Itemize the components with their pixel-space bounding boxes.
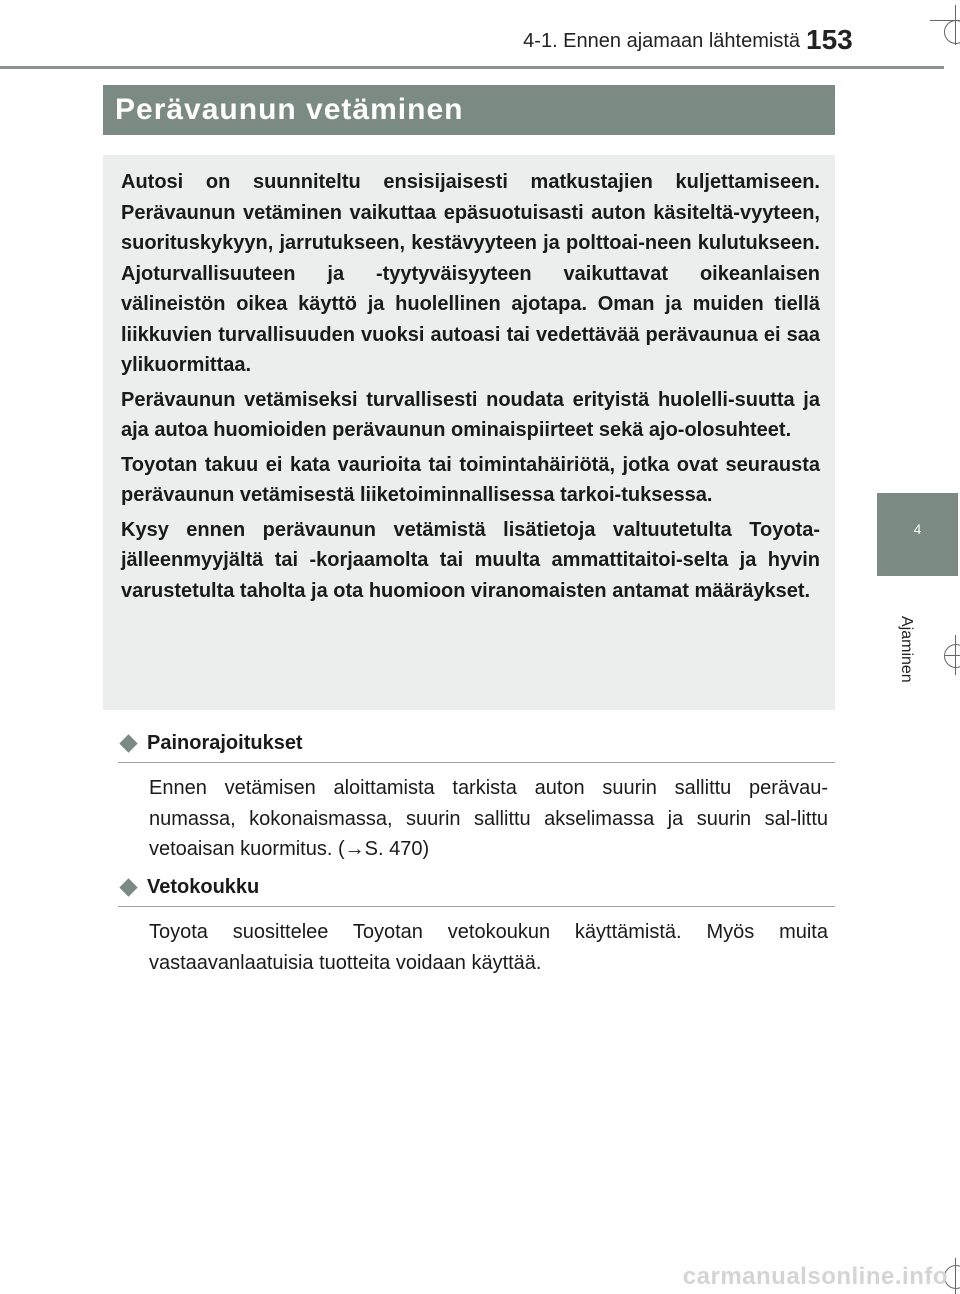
intro-box <box>103 155 835 710</box>
chapter-number: 4 <box>913 521 922 537</box>
subsection-body: Ennen vetämisen aloittamista tarkista auton suurin sallittu perävau-numassa, kokonaismassa, suurin sallittu akselimassa ja suurin sal-littu vetoaisan kuormitus. (→S. 470) <box>149 777 828 860</box>
subsection-heading: Painorajoitukset <box>147 731 303 754</box>
subsection-heading-row <box>118 872 835 907</box>
header-divider <box>0 66 944 69</box>
crop-circle-top-right <box>944 20 960 44</box>
running-header-section: 4-1. Ennen ajamaan lähtemistä <box>523 30 800 52</box>
intro-paragraph: Autosi on suunniteltu ensisijaisesti matkustajien kuljettamiseen. Perävaunun vetäminen vaikuttaa epäsuotuisasti auton käsiteltä-vyyteen, suorituskykyyn, jarrutukseen, kestävyyteen ja polttoai-neen kulutukseen. Ajoturvallisuuteen ja -tyytyväisyyteen vaikuttavat oikeanlaisen välineistön oikea käyttö ja huolellinen ajotapa. Oman ja muiden tiellä liikkuvien turvallisuuden vuoksi autoasi tai vedettävää perävaunua ei saa ylikuormittaa. <box>121 171 820 376</box>
diamond-bullet-icon <box>119 734 137 752</box>
subsection-heading: Vetokoukku <box>147 875 260 898</box>
subsection-body: Toyota suosittelee Toyotan vetokoukun käyttämistä. Myös muita vastaavanlaatuisia tuotteita voidaan käyttää. <box>149 921 828 974</box>
chapter-side-tab <box>877 493 958 576</box>
intro-paragraph: Perävaunun vetämiseksi turvallisesti noudata erityistä huolelli-suutta ja aja autoa huomioiden perävaunun ominaispiirteet sekä ajo-olosuhteet. <box>121 388 820 441</box>
chapter-side-label <box>893 616 917 683</box>
watermark: carmanualsonline.info <box>682 1263 948 1290</box>
section-title: Perävaunun vetäminen <box>115 93 464 126</box>
chapter-name: Ajaminen <box>898 616 915 683</box>
subsection-weight-limits <box>118 728 835 865</box>
subsection-tow-hitch <box>118 872 835 978</box>
intro-paragraph: Toyotan takuu ei kata vaurioita tai toimintahäiriötä, jotka ovat seurausta perävaunun vetämisestä liiketoiminnallisessa tarkoi-tuksessa. <box>121 453 820 506</box>
intro-paragraph: Kysy ennen perävaunun vetämistä lisätietoja valtuutetulta Toyota-jälleenmyyjältä tai -korjaamolta tai muulta ammattitaitoi-selta ja hyvin varustetulta taholta ja ota huomioon viranomaisten antamat määräykset. <box>121 518 820 602</box>
subsection-heading-row <box>118 728 835 763</box>
section-title-bar <box>103 85 835 135</box>
diamond-bullet-icon <box>119 878 137 896</box>
page-number: 153 <box>806 24 853 55</box>
crop-circle-mid-right <box>944 644 960 668</box>
